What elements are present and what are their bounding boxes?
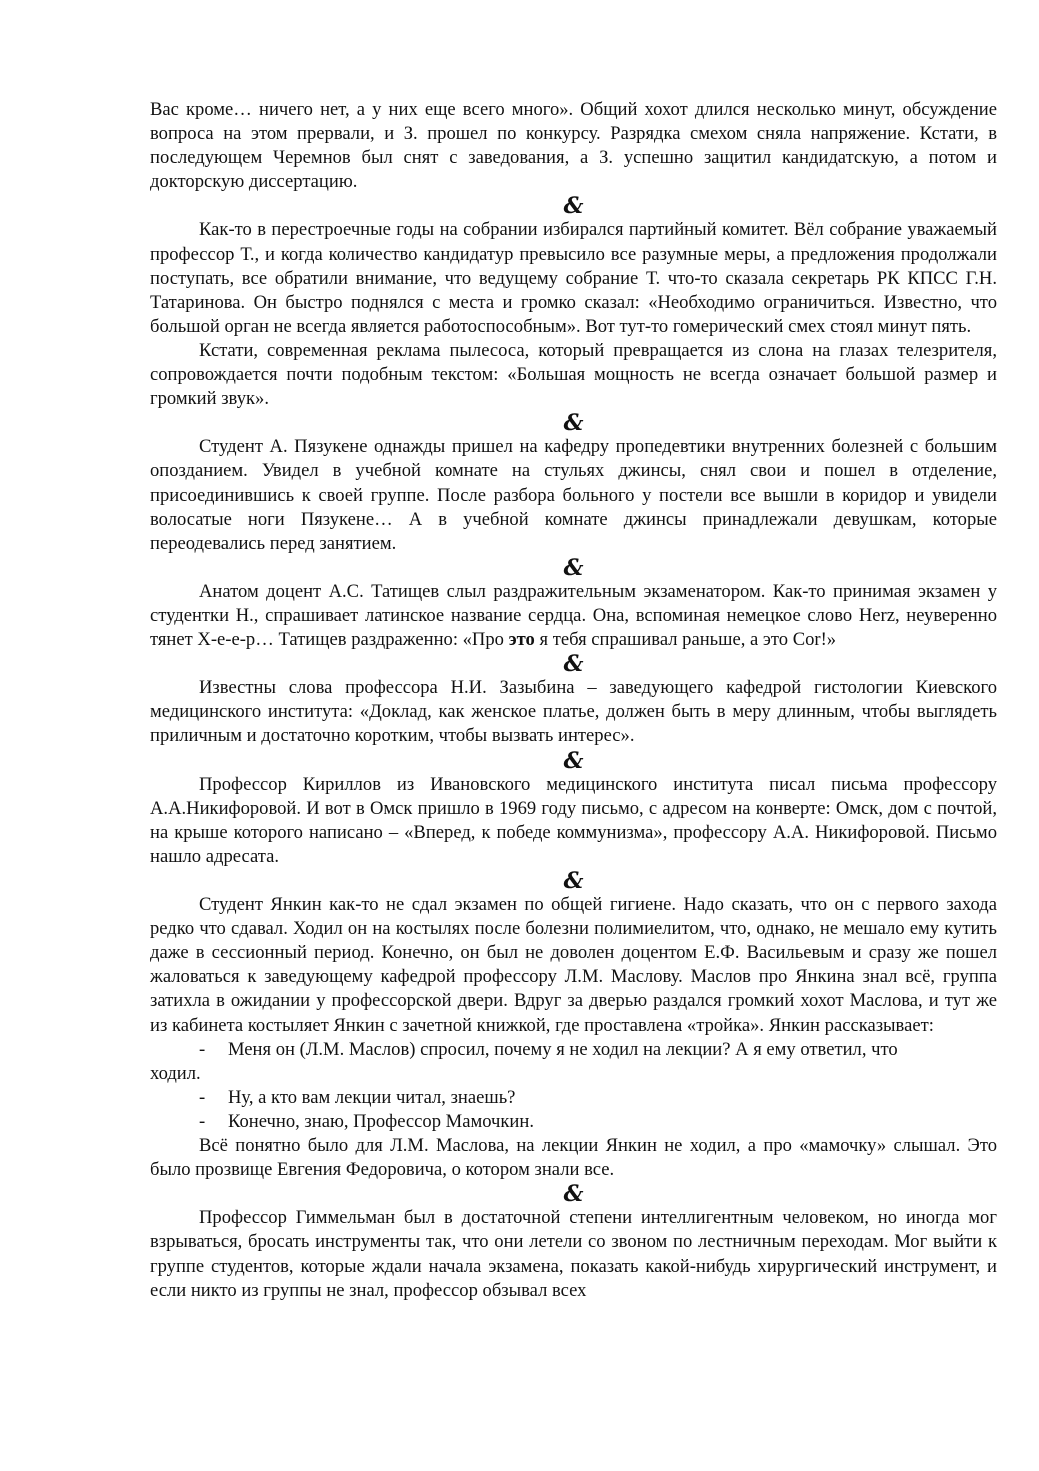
dialogue-line	[150, 1086, 997, 1110]
section-separator-icon: &	[563, 747, 584, 774]
paragraph-text: я тебя спрашивал раньше, а это Cor!»	[534, 629, 837, 651]
dialogue-text: Меня он (Л.М. Маслов) спросил, почему я не ходил на лекции? А я ему ответил, что	[228, 1038, 898, 1060]
paragraph: Кстати, современная реклама пылесоса, который превращается из слона на глазах телезрителя, сопровождается почти подобным текстом: «Большая мощность не всегда означает большой размер и громкий звук».	[150, 339, 997, 410]
section-separator-icon: &	[563, 410, 584, 437]
dialogue-continuation: ходил.	[150, 1062, 201, 1084]
section-separator-icon: &	[563, 868, 584, 894]
dialogue-text: Конечно, знаю, Профессор Мамочкин.	[228, 1110, 534, 1132]
paragraph: Всё понятно было для Л.М. Маслова, на лекции Янкин не ходил, а про «мамочку» слышал. Это было прозвище Евгения Федоровича, о котором знали все.	[150, 1135, 997, 1181]
section-separator-icon: &	[563, 554, 584, 581]
section-separator-icon: &	[563, 651, 584, 678]
dash-mark: -	[199, 1110, 206, 1132]
paragraph	[150, 580, 997, 652]
dialogue-line	[150, 1110, 997, 1134]
dash-mark: -	[199, 1038, 206, 1060]
dialogue-line	[150, 1038, 997, 1062]
section-separator-icon: &	[563, 1181, 584, 1208]
dash-mark: -	[199, 1086, 206, 1108]
paragraph: Профессор Кириллов из Ивановского медицинского института писал письма профессору А.А.Никифоровой. И вот в Омск пришло в 1969 году письмо, с адресом на конверте: Омск, дом с почтой, на крыше которого написано – «Вперед, к победе коммунизма», профессору А.А. Никифоровой. Письмо нашло адресата.	[150, 773, 997, 867]
paragraph: Вас кроме… ничего нет, а у них еще всего много». Общий хохот длился несколько минут, обсуждение вопроса на этом прервали, и З. прошел по конкурсу. Разрядка смехом сняла напряжение. Кстати, в последующем Черемнов был снят с заведования, а З. успешно защитил кандидатскую, а потом и докторскую диссертацию.	[150, 99, 997, 193]
paragraph: Известны слова профессора Н.И. Зазыбина – заведующего кафедрой гистологии Киевского медицинского института: «Доклад, как женское платье, должен быть в меру длинным, чтобы выглядеть приличным и достаточно коротким, чтобы вызвать интерес».	[150, 677, 997, 747]
paragraph: Как-то в перестроечные годы на собрании избирался партийный комитет. Вёл собрание уважаемый профессор Т., и когда количество кандидатур превысило все разумные меры, а предложения продолжали поступать, все обратили внимание, что ведущему собрание Т. что-то сказала секретарь РК КПСС Г.Н. Татаринова. Он быстро поднялся с места и громко сказал: «Необходимо ограничиться. Известно, что большой орган не всегда является работоспособным». Вот тут-то гомерический смех стоял минут пять.	[150, 219, 997, 337]
dialogue-text: Ну, а кто вам лекции читал, знаешь?	[228, 1086, 516, 1108]
paragraph: Студент Янкин как-то не сдал экзамен по общей гигиене. Надо сказать, что он с первого захода редко что сдавал. Ходил он на костылях после болезни полимиелитом, что, однако, не мешало ему кутить даже в сессионный период. Конечно, он был не доволен доцентом Е.Ф. Васильевым и сразу же пошел жаловаться к заведующему кафедрой профессору Л.М. Маслову. Маслов про Янкина знал всё, группа затихла в ожидании у профессорской двери. Вдруг за дверью раздался громкий хохот Маслова, и тут же из кабинета костыляет Янкин с зачетной книжкой, где проставлена «тройка». Янкин рассказывает:	[150, 894, 997, 1036]
emphasized-word: это	[508, 629, 535, 651]
paragraph: Профессор Гиммельман был в достаточной степени интеллигентным человеком, но иногда мог взрываться, бросать инструменты так, что они летели со звоном по лестничным переходам. Мог выйти к группе студентов, которые ждали начала экзамена, показать какой-нибудь хирургический инструмент, и если никто из группы не знал, профессор обзывал всех	[150, 1207, 997, 1301]
paragraph: Студент А. Пязукене однажды пришел на кафедру пропедевтики внутренних болезней с большим опозданием. Увидел в учебной комнате на стульях джинсы, снял свои и пошел в отделение, присоединившись к своей группе. После разбора больного у постели все вышли в коридор и увидели волосатые ноги Пязукене… А в учебной комнате джинсы принадлежали девушкам, которые переодевались перед занятием.	[150, 436, 997, 554]
paragraph-text: Анатом доцент А.С. Татищев слыл раздражительным экзаменатором. Как-то принимая экзамен у студентки Н., спрашивает латинское название сердца. Она, вспоминая немецкое слово Herz, неуверенно тянет Х-е-е-р… Татищев раздраженно: «Про	[150, 580, 997, 651]
document-page	[150, 98, 997, 1303]
section-separator-icon: &	[563, 193, 584, 220]
